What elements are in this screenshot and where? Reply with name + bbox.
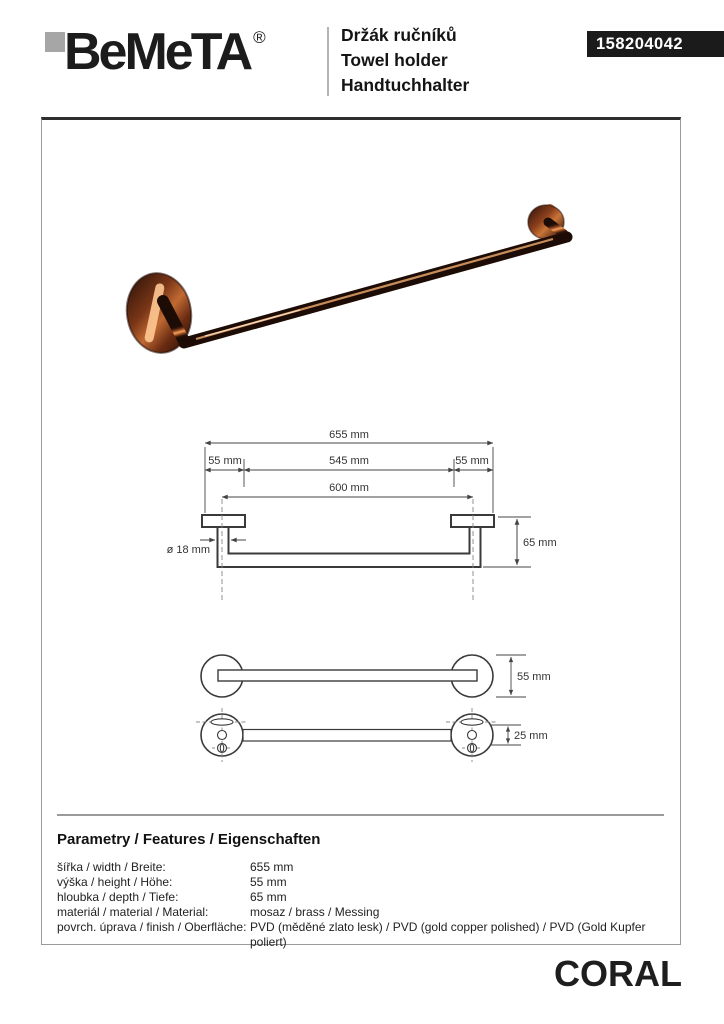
side-view-inner-contour <box>229 527 470 554</box>
dim-plate-diameter: 55 mm <box>517 671 551 683</box>
param-label-material: materiál / material / Material: <box>57 905 209 919</box>
brand-logo-text: BeMeTA <box>64 23 251 81</box>
param-label-height: výška / height / Höhe: <box>57 875 173 889</box>
dim-right-plate: 55 mm <box>455 455 489 467</box>
parameters-table <box>57 860 667 950</box>
parameters-heading: Parametry / Features / Eigenschaften <box>57 831 321 848</box>
dim-depth: 65 mm <box>523 537 557 549</box>
dim-total-width: 655 mm <box>329 429 369 441</box>
param-value-material: mosaz / brass / Messing <box>250 905 380 919</box>
table-row <box>57 860 667 875</box>
param-value-height: 55 mm <box>250 875 287 889</box>
product-title-cs: Držák ručníků <box>341 25 457 45</box>
product-title-en: Towel holder <box>341 50 448 70</box>
dim-bar-diameter: ø 18 mm <box>166 544 210 556</box>
param-value-depth: 65 mm <box>250 890 287 904</box>
param-value-width: 655 mm <box>250 860 294 874</box>
param-label-width: šířka / width / Breite: <box>57 860 166 874</box>
product-code-badge: 158204042 <box>587 31 724 57</box>
param-label-depth: hloubka / depth / Tiefe: <box>57 890 179 904</box>
photo-bar-glint-bright <box>205 310 300 336</box>
top-view-bar <box>243 730 451 742</box>
technical-drawing-top-view <box>196 708 521 762</box>
side-view-dimension-labels <box>167 429 557 556</box>
side-view-left-plate <box>202 515 245 527</box>
registered-trademark-icon: ® <box>253 28 266 47</box>
product-title-de: Handtuchhalter <box>341 75 470 95</box>
table-row <box>57 890 667 905</box>
parameters-divider <box>57 814 664 816</box>
product-photo <box>121 205 567 358</box>
table-row <box>57 875 667 890</box>
table-row <box>57 920 667 950</box>
param-label-finish: povrch. úprava / finish / Oberfläche: <box>57 920 247 934</box>
technical-drawing-front-view <box>201 655 526 697</box>
dim-bar-offset: 25 mm <box>514 730 548 742</box>
dim-mount-centers: 600 mm <box>329 482 369 494</box>
front-view-bar <box>218 670 477 681</box>
param-value-finish: PVD (měděné zlato lesk) / PVD (gold copper polished) / PVD (Gold Kupfer poliert) <box>250 920 646 949</box>
dim-left-plate: 55 mm <box>208 455 242 467</box>
side-view-outer-contour <box>218 527 481 567</box>
table-row <box>57 905 667 920</box>
series-name: CORAL <box>554 953 682 994</box>
side-view-right-plate <box>451 515 494 527</box>
dim-inner-width: 545 mm <box>329 455 369 467</box>
